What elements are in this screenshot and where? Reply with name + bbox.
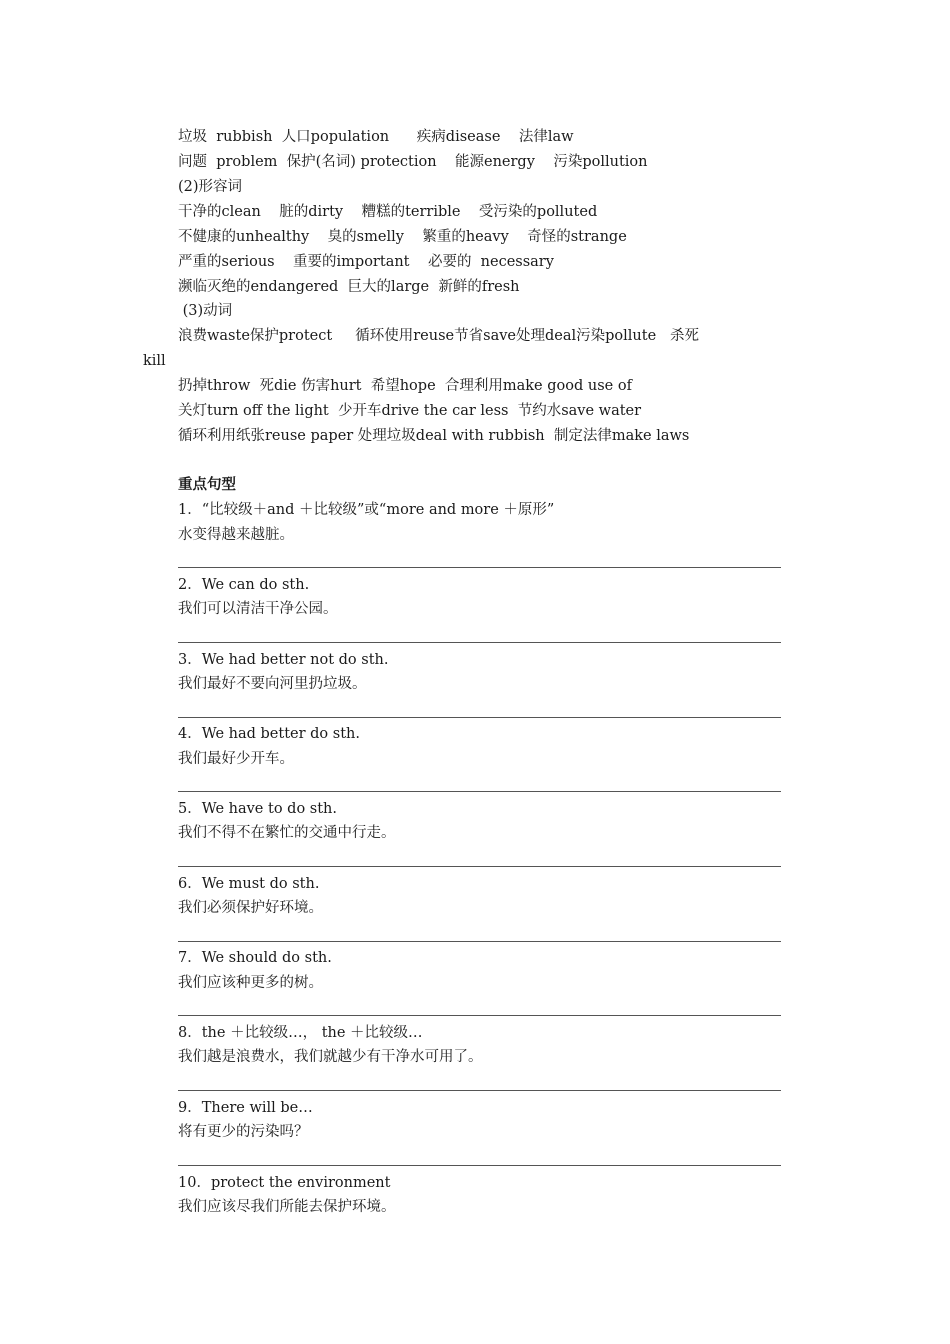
vocab-adjectives-line-2: 不健康的unhealthy 臭的smelly 繁重的heavy 奇怪的strange bbox=[178, 229, 627, 245]
sentence-pattern-10: 10．protect the environment bbox=[178, 1175, 391, 1191]
verbs-heading: (3)动词 bbox=[178, 303, 233, 319]
vocab-verbs-line-3: 关灯turn off the light 少开车drive the car less 节约水save water bbox=[178, 403, 642, 419]
vocab-verbs-line-1-wrap: kill bbox=[143, 353, 166, 369]
sentence-pattern-9: 9．There will be… bbox=[178, 1100, 313, 1116]
sentence-pattern-8: 8．the ＋比较级…， the ＋比较级… bbox=[178, 1025, 423, 1041]
sentence-chinese-3: 我们最好不要向河里扔垃圾。 bbox=[178, 676, 367, 692]
sentence-pattern-3: 3．We had better not do sth. bbox=[178, 652, 389, 668]
sentence-chinese-1: 水变得越来越脏。 bbox=[178, 527, 294, 543]
sentence-chinese-5: 我们不得不在繁忙的交通中行走。 bbox=[178, 825, 396, 841]
vocab-verbs-line-4: 循环利用纸张reuse paper 处理垃圾deal with rubbish 制定法律make laws bbox=[178, 428, 690, 444]
answer-line-6 bbox=[178, 941, 781, 942]
sentence-pattern-6: 6．We must do sth. bbox=[178, 876, 320, 892]
answer-line-3 bbox=[178, 717, 781, 718]
answer-line-5 bbox=[178, 866, 781, 867]
sentence-chinese-9: 将有更少的污染吗？ bbox=[178, 1124, 309, 1140]
answer-line-1 bbox=[178, 567, 781, 568]
vocab-adjectives-line-3: 严重的serious 重要的important 必要的 necessary bbox=[178, 254, 554, 270]
answer-line-9 bbox=[178, 1165, 781, 1166]
vocab-verbs-line-1: 浪费waste保护protect 循环使用reuse节省save处理deal污染pollute 杀死 bbox=[178, 328, 699, 344]
answer-line-7 bbox=[178, 1015, 781, 1016]
vocab-nouns-line-2: 问题 problem 保护(名词) protection 能源energy 污染pollution bbox=[178, 154, 648, 170]
sentence-chinese-7: 我们应该种更多的树。 bbox=[178, 975, 323, 991]
adjectives-heading: (2)形容词 bbox=[178, 179, 243, 195]
vocab-verbs-line-2: 扔掉throw 死die 伤害hurt 希望hope 合理利用make good use of bbox=[178, 378, 632, 394]
answer-line-8 bbox=[178, 1090, 781, 1091]
sentence-pattern-7: 7．We should do sth. bbox=[178, 950, 332, 966]
sentence-pattern-2: 2．We can do sth. bbox=[178, 577, 310, 593]
sentence-chinese-8: 我们越是浪费水，我们就越少有干净水可用了。 bbox=[178, 1049, 483, 1065]
sentence-chinese-10: 我们应该尽我们所能去保护环境。 bbox=[178, 1199, 396, 1215]
answer-line-2 bbox=[178, 642, 781, 643]
sentence-pattern-5: 5．We have to do sth. bbox=[178, 801, 338, 817]
answer-line-4 bbox=[178, 791, 781, 792]
sentence-pattern-1: 1．“比较级＋and ＋比较级”或“more and more ＋原形” bbox=[178, 502, 555, 518]
vocab-adjectives-line-4: 濒临灭绝的endangered 巨大的large 新鲜的fresh bbox=[178, 279, 520, 295]
vocab-adjectives-line-1: 干净的clean 脏的dirty 糟糕的terrible 受污染的polluted bbox=[178, 204, 598, 220]
sentence-chinese-4: 我们最好少开车。 bbox=[178, 751, 294, 767]
sentences-heading: 重点句型 bbox=[178, 477, 236, 493]
sentence-chinese-6: 我们必须保护好环境。 bbox=[178, 900, 323, 916]
sentence-pattern-4: 4．We had better do sth. bbox=[178, 726, 360, 742]
vocab-nouns-line-1: 垃圾 rubbish 人口population 疾病disease 法律law bbox=[178, 129, 574, 145]
sentence-chinese-2: 我们可以清洁干净公园。 bbox=[178, 601, 338, 617]
